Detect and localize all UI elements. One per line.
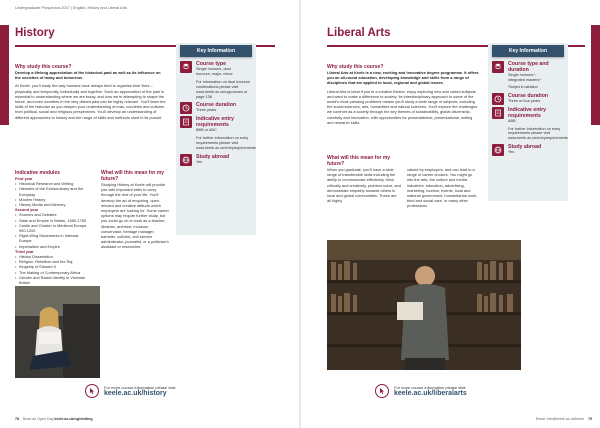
list-item: • The Making of Contemporary Africa xyxy=(15,270,91,275)
list-item: • Imperialism and Empire xyxy=(15,244,91,249)
list-item: • Histories of the Extraordinary and the Everyday xyxy=(15,186,91,196)
course-type-line: integrated masters* xyxy=(508,77,541,82)
liberal-arts-course-link[interactable]: keele.ac.uk/liberalarts xyxy=(394,389,467,397)
globe-icon xyxy=(180,154,192,166)
list-item: • Modern History xyxy=(15,197,91,202)
course-type-line: Single honours*, xyxy=(508,73,536,77)
page-footer xyxy=(15,417,93,421)
course-duration-title: Course duration xyxy=(196,102,237,109)
entry-requirements-item xyxy=(488,106,568,144)
footer-text: Book an Open Day xyxy=(23,417,54,421)
future-section xyxy=(101,170,169,253)
history-course-link[interactable]: keele.ac.uk/history xyxy=(104,389,167,397)
course-info-cta xyxy=(85,384,176,398)
study-abroad-item xyxy=(176,153,256,167)
course-type-item xyxy=(488,60,568,92)
study-abroad-value: Yes xyxy=(196,159,203,164)
footer-text: Email: info@keele.ac.uk/keele xyxy=(535,417,584,421)
study-abroad-title: Study abroad xyxy=(508,144,542,151)
entry-requirements-note: For further information on entry requirements please visit www.keele.ac.uk/entryrequirements xyxy=(196,136,256,151)
entry-requirements-item xyxy=(176,115,256,153)
course-duration-item xyxy=(176,101,256,115)
future-body: Studying History at Keele will provide you with important skills to carry through the rest of your life. You'll develop the art of enquiring, open-minded and creative attitude which employers are looking for. Some career options may require further study, but you could go on to work as a teacher, librarian, archivist, museum conservator, heritage manager, barrister, solicitor, civil service administrator, journalist, or a politician's assistant or researcher. xyxy=(101,182,169,250)
entry-requirements-value: BBB or ABC xyxy=(196,128,217,133)
why-study-lead: Develop a lifelong appreciation of the historical past as well as its influence on the societies of today and tomorrow. xyxy=(15,70,161,81)
globe-icon xyxy=(492,144,504,156)
second-year-label: Second year xyxy=(15,207,39,213)
why-study-body: At Keele, you'll study the way humans have always tried to organise their lives – physically and temporally, individually and together. Such an appreciation of the past is essential to understanding where we are today, and how we're attempting to shape the future, and even societies in the very distant past can be highly relevant. You'll learn the skills of the historian as you deepen your understanding of eras, countries and cultures from political, social and religious perspectives. You'll develop an understanding of different approaches to history and the range of skills and methods used in its pursuit. xyxy=(15,83,166,120)
page-number: 78 xyxy=(15,417,19,421)
future-section xyxy=(327,155,401,206)
study-abroad-title: Study abroad xyxy=(196,153,230,160)
page-title: Liberal Arts xyxy=(327,27,391,39)
course-type-title: Course type and duration xyxy=(508,61,549,73)
mouse-pointer-icon xyxy=(85,384,99,398)
key-information-panel xyxy=(488,43,568,201)
key-information-panel xyxy=(176,43,256,235)
why-study-heading: Why study this course? xyxy=(327,64,384,70)
list-item: • Sources and Debates xyxy=(15,212,91,217)
modules-heading: Indicative modules xyxy=(15,170,61,176)
clock-icon xyxy=(492,93,504,105)
third-year-label: Third year xyxy=(15,248,34,254)
page-number: 79 xyxy=(588,417,592,421)
cta-text: For more course information please visit: xyxy=(394,384,467,390)
second-year-list xyxy=(15,212,91,248)
entry-requirements-title: Indicative entry requirements xyxy=(508,106,547,119)
library-reading-photo xyxy=(327,240,521,370)
future-body-b: valued by employers, and can lead to a range of career choices. You might go into the arts, the culture and media industries, education, advertising, marketing, tourism, events, local and national government, humanitarian work, third and social care, or many other professions. xyxy=(407,167,478,209)
future-section-cont xyxy=(407,167,479,212)
list-item: • Historical Research and Writing xyxy=(15,181,91,186)
list-item: • Religion, Rebellion and the Raj xyxy=(15,259,91,264)
section-tab xyxy=(0,25,9,125)
list-item: • Castle and Cloister in Medieval Europe, 900-1200 xyxy=(15,223,91,233)
entry-requirements-note: For further information on entry requirements please visit www.keele.ac.uk/entryrequirements xyxy=(508,126,568,141)
page-footer xyxy=(536,417,592,421)
why-study-heading: Why study this course? xyxy=(15,64,72,70)
study-abroad-value: Yes xyxy=(508,150,515,155)
book-spine xyxy=(299,0,301,428)
future-heading: What will this mean for my future? xyxy=(101,170,165,182)
course-type-line: honours, major, minor xyxy=(196,71,233,76)
why-study-lead: Liberal Arts at Keele is a new, exciting and innovative degree programme. It offers you an all-round education, developing knowledge and skills from a range of disciplines that are applied to local, regional and global issues. xyxy=(327,70,479,86)
why-study-body: Liberal Arts is ideal if you're a creative thinker, enjoy exploring new and varied subjects and want to make a difference to society. Its interdisciplinary approach to some of the world's most pressing problems means you'll study a wide range of subjects, including the social sciences, arts, humanities and natural sciences. You'll explore the challenges we confront as a society through the key themes of sustainability, global citizenship, creativity and innovation, with opportunities for presentational, presentational, writing and research skills. xyxy=(327,88,478,125)
course-duration-item xyxy=(488,92,568,106)
mouse-pointer-icon xyxy=(375,384,389,398)
why-study-section xyxy=(15,64,167,123)
entry-requirements-title: Indicative entry requirements xyxy=(196,116,235,129)
dual-honours-note: For information on dual honours combinations please visit www.keele.ac.uk/ugcourses or page 138 xyxy=(196,79,250,99)
list-item: • History Media and Memory xyxy=(15,202,91,207)
right-page xyxy=(300,0,600,428)
entry-requirements-value: ABB xyxy=(508,118,516,123)
course-type-title: Course type xyxy=(196,61,226,67)
course-duration-value: Three years xyxy=(196,108,217,113)
key-information-header: Key Information xyxy=(492,45,564,57)
clock-icon xyxy=(180,102,192,114)
third-year-list xyxy=(15,254,91,285)
why-study-section xyxy=(327,64,479,128)
first-year-list xyxy=(15,181,91,207)
list-item: • State and Empire in Britain, 1550-1750 xyxy=(15,218,91,223)
course-duration-value: Three or four years xyxy=(508,98,541,103)
course-type-icon xyxy=(492,61,504,73)
open-day-link[interactable]: keele.ac.uk/ug/visiting xyxy=(54,417,93,421)
study-abroad-item xyxy=(488,143,568,157)
list-item: • History Dissertation xyxy=(15,254,91,259)
validation-note: *Subject to validation xyxy=(508,84,538,89)
running-head: Undergraduate Prospectus 2017 | English, History and Liberal Arts xyxy=(15,6,127,10)
future-body-a: When you graduate, you'll have a wide range of transferable skills including the ability to communicate effectively, think critically and creatively, problem-solve, and demonstrate empathy towards others in local and global communities. These are all highly xyxy=(327,167,401,204)
checklist-icon xyxy=(492,107,504,119)
student-reading-photo xyxy=(15,286,100,378)
key-information-header: Key Information xyxy=(180,45,252,57)
course-type-item xyxy=(176,60,256,101)
list-item: • Kingship of Edward II xyxy=(15,264,91,269)
course-duration-title: Course duration xyxy=(508,92,549,99)
list-item: • Right-Wing Movements in Interwar Europe xyxy=(15,233,91,243)
section-tab xyxy=(591,25,600,125)
list-item: • Gender and Racial Identity in Victorian Britain xyxy=(15,275,91,285)
first-year-label: First year xyxy=(15,176,33,181)
course-info-cta xyxy=(375,384,467,398)
course-type-line: Single honours, dual xyxy=(196,67,231,71)
future-heading: What will this mean for my future? xyxy=(327,155,391,167)
cta-text: For more course information please visit: xyxy=(104,384,177,390)
checklist-icon xyxy=(180,116,192,128)
course-type-icon xyxy=(180,61,192,73)
modules-section xyxy=(15,170,91,285)
page-title: History xyxy=(15,27,55,39)
